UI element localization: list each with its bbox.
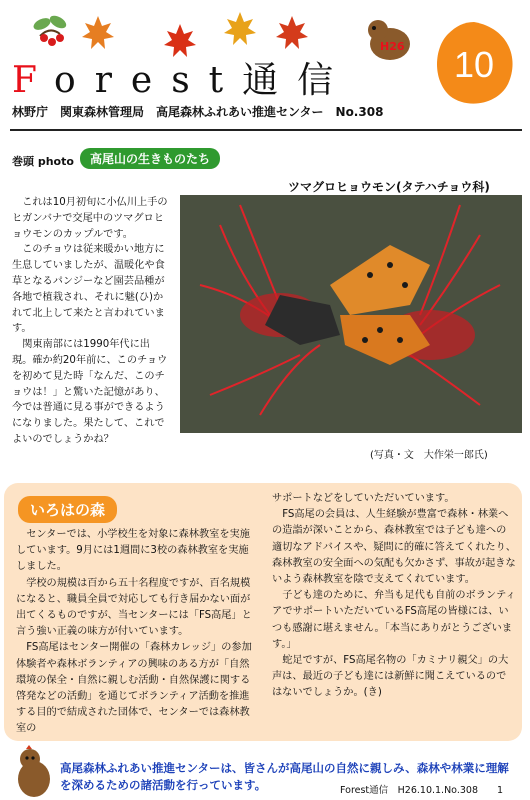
- iroha-right-column: [272, 491, 516, 702]
- photo-caption: ツマグロヒョウモン(タテハチョウ科): [288, 180, 490, 194]
- iroha-paragraph: サポートなどをしていただいています。: [272, 493, 455, 504]
- squirrel-mascot-icon: [12, 745, 54, 799]
- iroha-paragraph: 子ども達のために、弁当も足代も自前のボランティアでサポートいただいているFS高尾の皆様には、いつも感謝に堪えません。「本当にありがとうございます。」: [272, 590, 516, 650]
- feature-heading: 高尾山の生きものたち: [80, 148, 220, 169]
- butterfly-photo: [180, 195, 522, 433]
- section-label: 巻頭 photo: [12, 155, 74, 168]
- iroha-heading: いろはの森: [18, 496, 117, 523]
- issue-month: 10: [453, 44, 495, 85]
- iroha-paragraph: FS高尾はセンター開催の「森林カレッジ」の参加体験者や森林ボランティアの興味のある方が「自然環境の保全・自然に親しむ活動・自然保護に関する啓発などの活動」を通じてボランティア活動を推進する目的で結成された団体で、センターでは森林教室の: [16, 642, 252, 735]
- year-badge: H26: [380, 40, 405, 53]
- berry-sprig-icon: [32, 13, 69, 46]
- leaf-badge-icon: [428, 18, 520, 110]
- header-divider: [10, 129, 522, 131]
- feature-paragraph: 関東南部には1990年代に出現。確か約20年前に、このチョウを初めて見た時「なんだ、このチョウは！」と驚いた記憶があり、今では普通に見る事ができるようになりました。果たして、これでよいのでしょうかね？: [12, 339, 168, 445]
- feature-paragraph: これは10月初旬に小仏川上手のヒガンバナで交尾中のツマグロヒョウモンのカップルです。: [12, 197, 168, 240]
- photo-credit: (写真・文 大作栄一郎氏): [370, 450, 488, 461]
- maple-leaf-icon: [224, 12, 256, 45]
- newsletter-title: [12, 52, 352, 103]
- iroha-paragraph: FS高尾の会員は、人生経験が豊富で森林・林業への造詣が深いことから、森林教室では子ども達への適切なアドバイスや、疑問に的確に答えてくれたり、森林教室の安全面への気配も欠かさず、事故が起きないよう森林教室を陰で支えてくれています。: [272, 509, 516, 586]
- iroha-paragraph: 学校の規模は百から五十名程度ですが、百名規模になると、職員全員で対応しても行き届かない面が出てくるものですが、当センターには「FS高尾」と言う強い正義の味方が付いています。: [16, 577, 252, 638]
- footer-message: 高尾森林ふれあい推進センターは、皆さんが高尾山の自然に親しみ、森林や林業に理解を深めるための諸活動を行っています。: [60, 761, 509, 792]
- title-first-letter: F: [12, 60, 55, 101]
- autumn-leaves-decoration: [30, 6, 330, 58]
- iroha-paragraph: 蛇足ですが、FS高尾名物の「カミナリ親父」の大声は、最近の子ども達には新鮮に聞こえているのではないでしょうか。(き): [272, 655, 509, 699]
- organization-line: 林野庁 関東森林管理局 高尾森林ふれあい推進センター No.308: [12, 105, 384, 119]
- feature-paragraph: このチョウは従来暖かい地方に生息していましたが、温暖化や食草となるパンジーなど園芸品種が各地で植栽され、それに魅(ひ)かれて北上して来たと言われています。: [12, 244, 165, 335]
- iroha-paragraph: センターでは、小学校生を対象に森林教室を実施しています。9月には1週間に3校の森林教室を実施しました。: [16, 529, 250, 573]
- maple-leaf-icon: [82, 16, 114, 49]
- feature-body: [12, 195, 170, 448]
- title-rest: orest通信: [54, 60, 353, 101]
- iroha-left-column: [16, 527, 256, 738]
- maple-leaf-icon: [276, 16, 308, 49]
- footer-issue-info: Forest通信 H26.10.1.No.308 1: [340, 785, 504, 796]
